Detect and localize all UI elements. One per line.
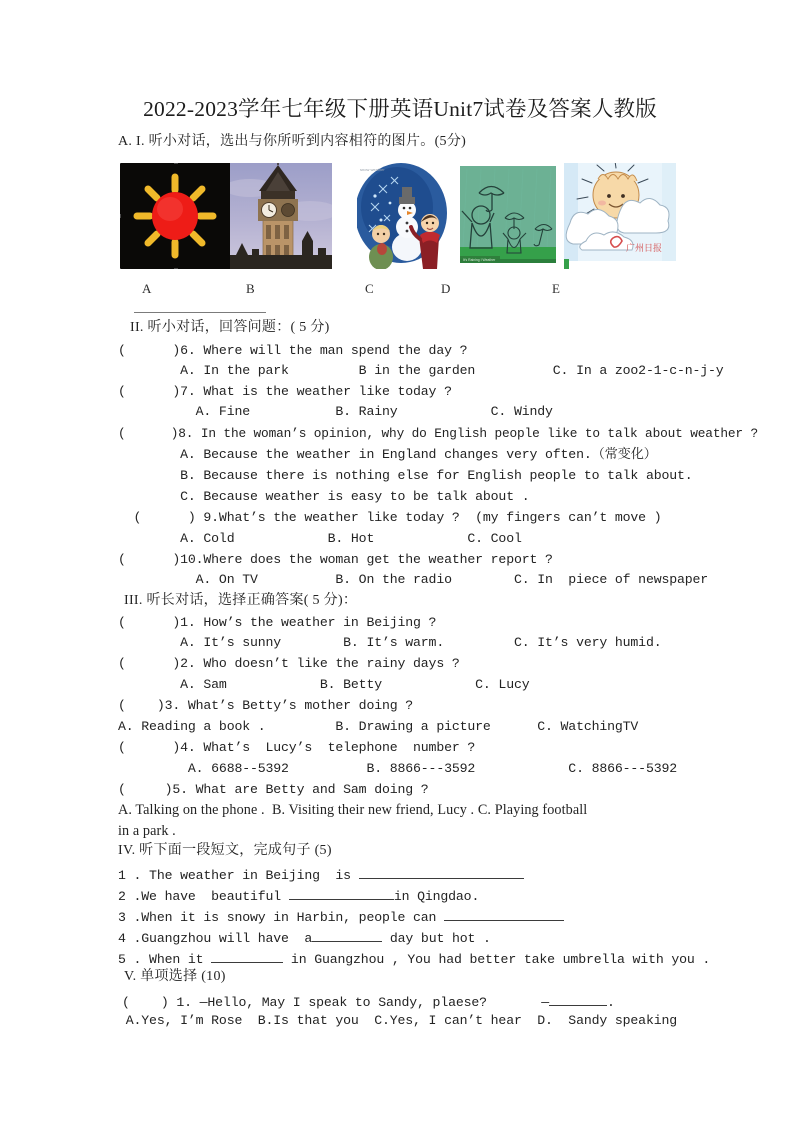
picture-c-snowman[interactable] (357, 163, 452, 269)
picture-d-rain[interactable] (457, 163, 559, 269)
question-8: ( )8. In the woman’s opinion, why do English people like to talk about weather ? (118, 426, 758, 441)
long-dialog-q2-options: A. Sam B. Betty C. Lucy (118, 677, 530, 692)
long-dialog-q5-options: A. Talking on the phone . B. Visiting their new friend, Lucy . C. Playing football (118, 802, 588, 818)
long-dialog-q3: ( )3. What’s Betty’s mother doing ? (118, 698, 414, 713)
fill-blank-3 (118, 908, 564, 925)
long-dialog-q4-options: A. 6688--5392 B. 8866---3592 C. 8866---5392 (118, 761, 677, 776)
fill-blank-5 (118, 950, 710, 967)
svg-text:snow weather: snow weather (360, 167, 385, 172)
section-divider (134, 312, 266, 313)
picture-caption-d: D (441, 281, 451, 296)
fill-blank-5-prefix: 5 . When it (118, 952, 212, 968)
section-5-heading: V. 单项选择 (10) (124, 969, 226, 984)
question-10-options: A. On TV B. On the radio C. In piece of newspaper (118, 572, 709, 587)
svg-text:广州日报: 广州日报 (626, 243, 663, 253)
picture-a-sun[interactable] (120, 163, 230, 269)
resize-handle-bottom-middle[interactable] (174, 268, 178, 269)
question-9: ( ) 9.What’s the weather like today ? (my fingers can’t move ) (118, 510, 662, 525)
resize-handle-middle-left[interactable] (120, 214, 121, 218)
long-dialog-q2: ( )2. Who doesn’t like the rainy days ? (118, 656, 460, 671)
fill-blank-2 (118, 887, 479, 904)
fill-blank-3-input[interactable] (444, 908, 564, 921)
fill-blank-5-input[interactable] (211, 950, 283, 963)
fill-blank-2-input[interactable] (289, 887, 394, 900)
picture-e-sun-clouds[interactable] (564, 163, 676, 269)
question-10: ( )10.Where does the woman get the weather report ? (118, 552, 553, 567)
sun-icon (120, 163, 230, 269)
question-8-option-c: C. Because weather is easy to be talk about . (118, 489, 530, 504)
fill-blank-4-suffix: day but hot . (382, 931, 491, 947)
snowman-icon (357, 163, 452, 269)
question-6-options: A. In the park B in the garden C. In a zoo2-1-c-n-j-y (118, 363, 724, 378)
picture-caption-b: B (246, 281, 255, 296)
choice-question-1-suffix: . (607, 995, 615, 1011)
long-dialog-q4: ( )4. What’s Lucy’s telephone number ? (118, 740, 476, 755)
long-dialog-q5-options-cont: in a park . (118, 823, 176, 839)
fill-blank-2-suffix: in Qingdao. (393, 889, 480, 905)
question-7: ( )7. What is the weather like today ? (118, 384, 452, 399)
fill-blank-2-prefix: 2 .We have beautiful (118, 889, 289, 905)
choice-question-1 (122, 993, 615, 1010)
page-title: 2022-2023学年七年级下册英语Unit7试卷及答案人教版 (143, 97, 657, 121)
big-ben-icon (230, 163, 332, 269)
sun-clouds-icon (564, 163, 676, 269)
choice-question-1-prefix: ( ) 1. —Hello, May I speak to Sandy, plaese? — (122, 995, 550, 1011)
question-8-option-a: A. Because the weather in England changes very often.（常变化） (118, 447, 657, 462)
question-9-options: A. Cold B. Hot C. Cool (118, 531, 522, 546)
fill-blank-1-input[interactable] (359, 866, 524, 879)
section-4-heading: IV. 听下面一段短文，完成句子 (5) (118, 843, 332, 858)
picture-caption-a: A (142, 281, 152, 296)
fill-blank-4-input[interactable] (312, 929, 382, 942)
section-2-heading: II. 听小对话，回答问题：( 5 分) (130, 320, 330, 335)
resize-handle-bottom-left[interactable] (120, 268, 121, 269)
choice-question-1-options: A.Yes, I’m Rose B.Is that you C.Yes, I can’t hear D. Sandy speaking (118, 1013, 677, 1028)
long-dialog-q1-options: A. It’s sunny B. It’s warm. C. It’s very humid. (118, 635, 662, 650)
fill-blank-3-prefix: 3 .When it is snowy in Harbin, people can (118, 910, 445, 926)
long-dialog-q1: ( )1. How’s the weather in Beijing ? (118, 615, 437, 630)
fill-blank-1 (118, 866, 524, 883)
fill-blank-4-prefix: 4 .Guangzhou will have a (118, 931, 313, 947)
fill-blank-5-suffix: in Guangzhou , You had better take umbrella with you . (283, 952, 711, 968)
resize-handle-top-left[interactable] (120, 163, 121, 164)
section-3-heading: III. 听长对话，选择正确答案( 5 分)： (124, 593, 358, 608)
question-8-option-b: B. Because there is nothing else for English people to talk about. (118, 468, 693, 483)
fill-blank-1-prefix: 1 . The weather in Beijing is (118, 868, 359, 884)
picture-caption-e: E (552, 281, 560, 296)
long-dialog-q3-options: A. Reading a book . B. Drawing a picture C. WatchingTV (118, 719, 639, 734)
question-6: ( )6. Where will the man spend the day ? (118, 343, 468, 358)
picture-b-big-ben[interactable] (230, 163, 332, 269)
choice-question-1-input[interactable] (549, 993, 607, 1006)
section-1-heading: A. I. 听小对话，选出与你所听到内容相符的图片。(5分) (118, 134, 467, 149)
fill-blank-4 (118, 929, 491, 946)
long-dialog-q5: ( )5. What are Betty and Sam doing ? (118, 782, 429, 797)
rain-icon (457, 163, 559, 269)
resize-handle-top-middle[interactable] (174, 163, 178, 164)
svg-text:It's Raining I Weather: It's Raining I Weather (463, 258, 496, 262)
question-7-options: A. Fine B. Rainy C. Windy (118, 404, 553, 419)
picture-caption-c: C (365, 281, 374, 296)
picture-strip (120, 163, 680, 269)
